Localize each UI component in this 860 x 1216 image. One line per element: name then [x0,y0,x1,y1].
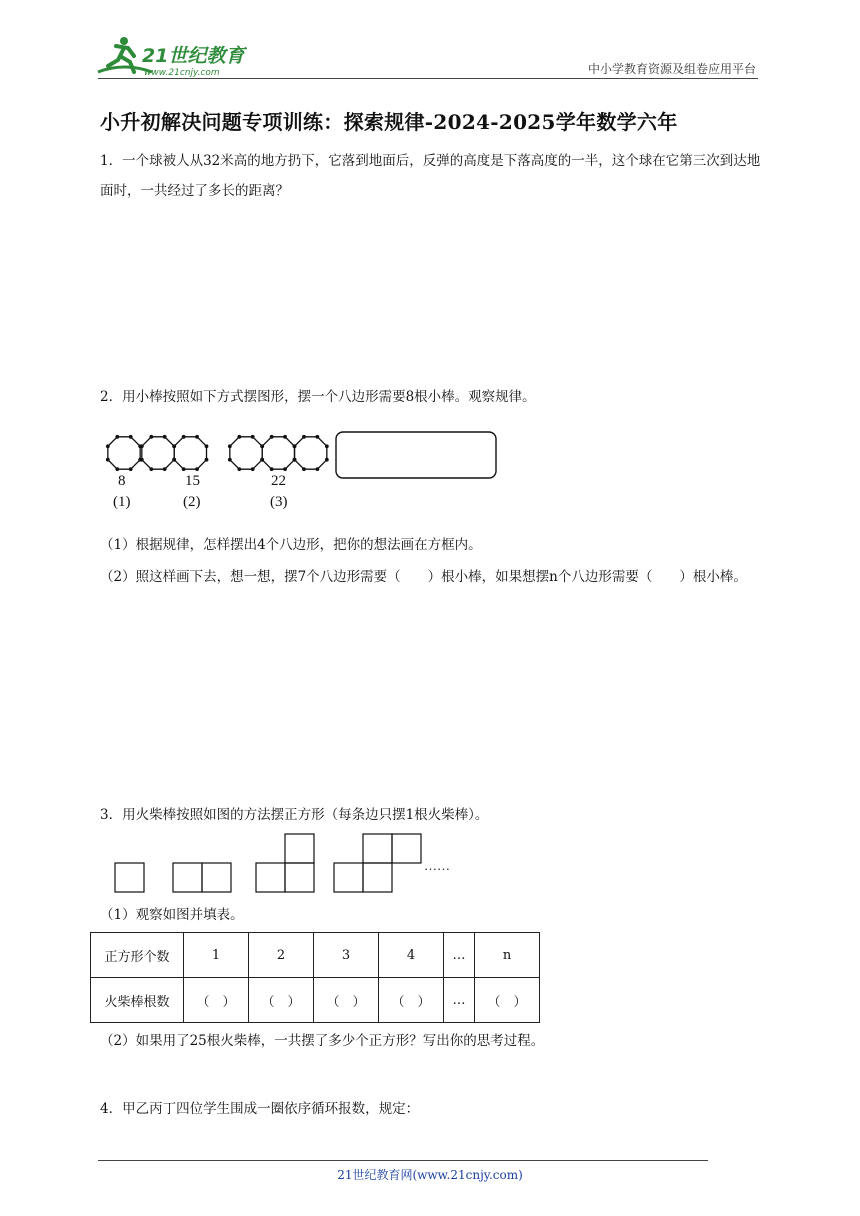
octagon-vertex [302,435,306,439]
table-cell: … [444,978,475,1023]
footer-divider [98,1160,708,1161]
answer-box [336,432,496,478]
table-cell: （ ） [314,978,379,1023]
square-group-2 [173,863,231,892]
table-cell: （ ） [475,978,540,1023]
octagon-vertex [129,435,133,439]
table-cell: … [444,933,475,978]
octagon-vertex [283,435,287,439]
squares-ellipsis: …… [424,858,450,873]
octagon-vertex [106,444,110,448]
question-2: 2．用小棒按照如下方式摆图形，摆一个八边形需要8根小棒。观察规律。 [100,389,536,405]
octagon-vertex [228,444,232,448]
table-cell: （ ） [249,978,314,1023]
octagon-vertex [315,435,319,439]
octagon-vertex [182,435,186,439]
table-row [91,933,540,978]
question-2-part-2: （2）照这样画下去，想一想，摆7个八边形需要（ ）根小棒，如果想摆n个八边形需要（ ）根小棒。 [100,569,747,585]
logo-text: 21世纪教育 [142,45,245,67]
octagon-vertex [260,458,264,462]
octagon-shape [262,437,294,469]
octagon-label-3: (3) [270,494,288,510]
octagon-vertex [149,467,153,471]
table-cell: 正方形个数 [91,933,184,978]
octagon-vertex [228,458,232,462]
octagon-vertex [205,444,209,448]
octagon-figure [100,428,500,514]
page-title: 小升初解决问题专项训练：探索规律-2024-2025学年数学六年 [100,110,678,134]
octagon-shape [142,437,174,469]
question-1: 1．一个球被人从32米高的地方扔下，它落到地面后，反弹的高度是下落高度的一半，这个球在它第三次到达地面时，一共经过了多长的距离？ [100,153,761,199]
octagon-vertex [195,435,199,439]
octagon-shape [174,437,206,469]
octagon-vertex [163,467,167,471]
table-cell: 3 [314,933,379,978]
octagon-vertex [270,467,274,471]
question-4: 4．甲乙丙丁四位学生围成一圈依序循环报数，规定： [100,1101,420,1117]
octagon-vertex [283,467,287,471]
octagon-vertex [251,435,255,439]
question-3-part-2: （2）如果用了25根火柴棒，一共摆了多少个正方形？写出你的思考过程。 [100,1033,545,1049]
octagon-vertex [140,444,144,448]
octagon-vertex [237,467,241,471]
octagon-vertex [315,467,319,471]
footer-text: 21世纪教育网(www.21cnjy.com) [337,1168,523,1182]
question-3: 3．用火柴棒按照如图的方法摆正方形（每条边只摆1根火柴棒）。 [100,807,489,823]
matchstick-table [90,932,540,1023]
site-logo [94,32,264,80]
octagon-shapes [106,435,329,471]
octagon-shape [295,437,327,469]
square-group-1 [115,863,144,892]
octagon-vertex [115,467,119,471]
table-cell: 4 [379,933,444,978]
octagon-vertex [325,444,329,448]
octagon-vertex [293,444,297,448]
octagon-vertex [302,467,306,471]
table-cell: n [475,933,540,978]
octagon-vertex [115,435,119,439]
octagon-vertex [129,467,133,471]
octagon-vertex [195,467,199,471]
question-2-part-1: （1）根据规律，怎样摆出4个八边形，把你的想法画在方框内。 [100,537,482,553]
octagon-label-1: (1) [113,494,131,510]
octagon-vertex [172,444,176,448]
matchstick-squares-figure [108,830,468,896]
table-cell: 2 [249,933,314,978]
table-cell: （ ） [184,978,249,1023]
logo-url: www.21cnjy.com [144,68,220,78]
octagon-vertex [325,458,329,462]
square-group-3 [256,834,314,892]
question-3-part-1: （1）观察如图并填表。 [100,907,244,923]
octagon-vertex [270,435,274,439]
octagon-vertex [140,458,144,462]
octagon-vertex [149,435,153,439]
table-cell: （ ） [379,978,444,1023]
octagon-shape [108,437,140,469]
octagon-vertex [251,467,255,471]
header-divider [98,78,758,79]
octagon-shape [230,437,262,469]
header-platform-text: 中小学教育资源及组卷应用平台 [587,62,756,76]
octagon-count-3: 22 [271,473,286,489]
octagon-vertex [106,458,110,462]
octagon-vertex [182,467,186,471]
octagon-vertex [172,458,176,462]
octagon-vertex [260,444,264,448]
octagon-count-1: 8 [118,473,126,489]
table-row [91,978,540,1023]
table-cell: 火柴棒根数 [91,978,184,1023]
octagon-vertex [237,435,241,439]
octagon-vertex [163,435,167,439]
square-group-4 [334,834,421,892]
octagon-vertex [293,458,297,462]
table-cell: 1 [184,933,249,978]
octagon-label-2: (2) [183,494,201,510]
octagon-vertex [205,458,209,462]
octagon-count-2: 15 [185,473,200,489]
